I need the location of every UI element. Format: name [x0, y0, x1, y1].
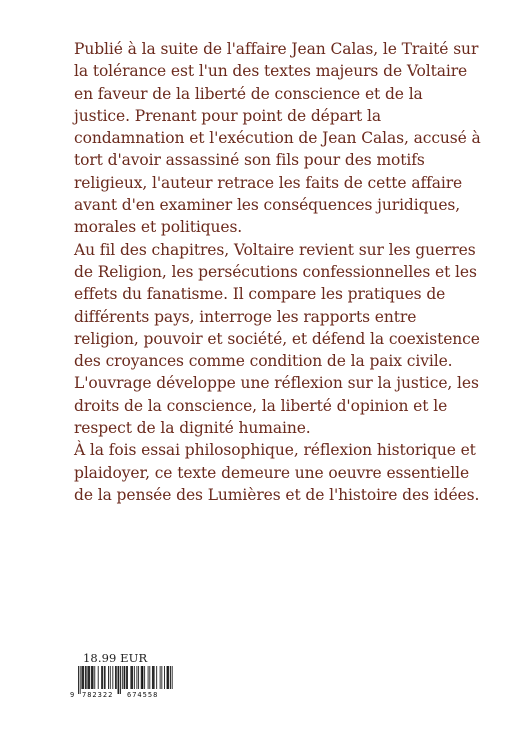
barcode-bar: [81, 666, 82, 689]
isbn-barcode: [69, 666, 175, 700]
barcode-bar: [152, 666, 153, 689]
barcode-bar: [93, 666, 94, 689]
barcode-bar: [143, 666, 144, 689]
barcode-bar: [134, 666, 135, 689]
barcode-bar: [126, 666, 127, 689]
barcode-bar: [85, 666, 86, 689]
barcode-bar: [83, 666, 84, 689]
barcode-bar: [132, 666, 133, 689]
barcode-bar: [142, 666, 143, 689]
barcode-bar: [154, 666, 155, 689]
barcode-left-digits: 782322: [82, 691, 114, 699]
barcode-bar: [86, 666, 87, 689]
barcode-right-digits: 674558: [127, 691, 159, 699]
barcode-bar: [104, 666, 105, 689]
barcode-bar: [167, 666, 168, 689]
barcode-bar: [92, 666, 93, 689]
barcode-bar: [149, 666, 150, 689]
barcode-bar: [170, 666, 171, 689]
blurb-paragraph-2: Au fil des chapitres, Voltaire revient sur les guerres de Religion, les persécutions confessionnelles et les effets du fanatisme. Il compare les pratiques de différents pays, interroge les rapports entre religion, pouvoir et société, et défend la coexistence des croyances comme condition de la paix civile. L'ouvrage développe une réflexion sur la justice, les droits de la conscience, la liberté d'opinion et le respect de la dignité humaine.: [74, 240, 480, 438]
barcode-bar: [168, 666, 169, 689]
barcode-bar: [141, 666, 142, 689]
barcode-bar: [87, 666, 88, 689]
barcode-bar: [116, 666, 117, 689]
barcode-bar: [136, 666, 137, 689]
barcode-bar: [115, 666, 116, 689]
barcode-lead-digit: 9: [70, 691, 75, 699]
barcode-bar: [124, 666, 125, 689]
barcode-bar: [98, 666, 99, 689]
price-label: 18.99 EUR: [83, 651, 148, 665]
barcode-bar: [88, 666, 89, 689]
barcode-bar: [112, 666, 113, 689]
barcode-bar: [148, 666, 149, 689]
barcode-bar: [91, 666, 92, 689]
barcode-bar: [108, 666, 109, 689]
barcode-bar: [156, 666, 157, 689]
barcode-bar: [144, 666, 145, 689]
barcode-bar: [105, 666, 106, 689]
barcode-bar: [131, 666, 132, 689]
barcode-bar: [122, 666, 123, 689]
barcode-digits: [69, 690, 175, 700]
barcode-bar: [127, 666, 128, 689]
blurb-paragraph-1: Publié à la suite de l'affaire Jean Calas, le Traité sur la tolérance est l'un des textes majeurs de Voltaire en faveur de la liberté de conscience et de la justice. Prenant pour point de départ la condamnation et l'exécution de Jean Calas, accusé à tort d'avoir assassiné son fils pour des motifs religieux, l'auteur retrace les faits de cette affaire avant d'en examiner les conséquences juridiques, morales et politiques.: [74, 40, 481, 237]
barcode-bar: [94, 666, 95, 689]
back-cover-blurb: [74, 38, 482, 506]
barcode-bar: [124, 666, 125, 689]
barcode-bar: [138, 666, 139, 689]
barcode-bar: [160, 666, 161, 689]
barcode-bar: [172, 666, 173, 689]
barcode-bar: [130, 666, 131, 689]
barcode-bar: [89, 666, 90, 689]
barcode-bar: [161, 666, 162, 689]
blurb-paragraph-3: À la fois essai philosophique, réflexion historique et plaidoyer, ce texte demeure une oeuvre essentielle de la pensée des Lumières et de l'histoire des idées.: [74, 441, 480, 504]
barcode-bar: [102, 666, 103, 689]
barcode-bar: [82, 666, 83, 689]
barcode-bar: [167, 666, 168, 689]
barcode-bar: [153, 666, 154, 689]
barcode-bar: [164, 666, 165, 689]
barcode-bar: [101, 666, 102, 689]
barcode-bar: [110, 666, 111, 689]
